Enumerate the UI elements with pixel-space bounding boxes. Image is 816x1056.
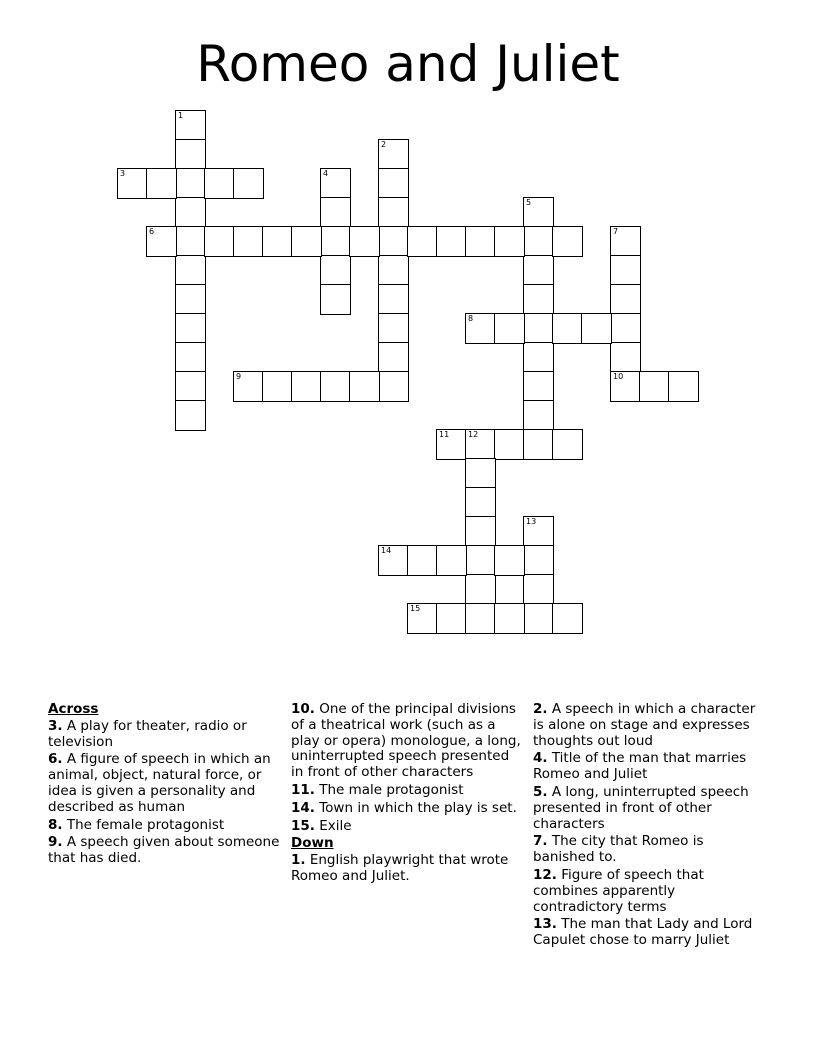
grid-cell[interactable] [610,284,641,315]
grid-cell[interactable] [610,342,641,373]
grid-cell[interactable] [523,603,554,634]
grid-cell[interactable] [639,371,670,402]
clue-across-9: 9. A speech given about someone that has died. [48,834,280,867]
grid-cell[interactable] [378,545,409,576]
grid-cell[interactable] [523,574,554,605]
grid-cell[interactable] [262,226,293,257]
grid-cell[interactable] [552,313,583,344]
grid-cell[interactable] [175,139,206,170]
puzzle-title: Romeo and Juliet [196,35,620,93]
grid-cell[interactable] [320,197,351,228]
grid-cell[interactable] [378,313,409,344]
grid-cell[interactable] [378,342,409,373]
grid-cell[interactable] [175,400,206,431]
grid-cell[interactable] [465,313,496,344]
cell-number: 8 [468,314,474,323]
cell-number: 13 [526,517,537,526]
grid-cell[interactable] [378,255,409,286]
clue-column-2 [291,702,523,887]
grid-cell[interactable] [523,255,554,286]
grid-cell[interactable] [320,168,351,199]
grid-cell[interactable] [552,226,583,257]
grid-cell[interactable] [523,516,554,547]
grid-cell[interactable] [378,139,409,170]
grid-cell[interactable] [117,168,148,199]
grid-cell[interactable] [610,255,641,286]
cell-number: 1 [178,111,184,120]
cell-number: 10 [613,372,624,381]
grid-cell[interactable] [436,226,467,257]
clue-across-6: 6. A figure of speech in which an animal, object, natural force, or idea is given a personality and described as human [48,751,271,815]
grid-cell[interactable] [523,342,554,373]
grid-cell[interactable] [146,226,177,257]
clue-down-1: 1. English playwright that wrote Romeo and Juliet. [291,852,509,884]
grid-cell[interactable] [320,371,351,402]
grid-cell[interactable] [610,226,641,257]
grid-cell[interactable] [175,255,206,286]
cell-number: 4 [323,169,329,178]
down-heading: Down [291,835,334,852]
grid-cell[interactable] [175,226,206,257]
grid-cell[interactable] [175,168,206,199]
grid-cell[interactable] [494,429,525,460]
grid-cell[interactable] [494,545,525,576]
grid-cell[interactable] [465,429,496,460]
grid-cell[interactable] [552,603,583,634]
grid-cell[interactable] [204,168,235,199]
grid-cell[interactable] [465,545,496,576]
cell-number: 12 [468,430,479,439]
grid-cell[interactable] [407,603,438,634]
grid-cell[interactable] [436,603,467,634]
clue-across-15: 15. Exile [291,817,352,834]
grid-cell[interactable] [668,371,699,402]
across-heading: Across [48,701,99,717]
grid-cell[interactable] [465,226,496,257]
grid-cell[interactable] [407,545,438,576]
grid-cell[interactable] [494,313,525,344]
cell-number: 5 [526,198,532,207]
grid-cell[interactable] [581,313,612,344]
clue-down-2: 2. A speech in which a character is alone on stage and expresses thoughts out loud [533,701,756,749]
grid-cell[interactable] [523,429,554,460]
grid-cell[interactable] [175,342,206,373]
grid-cell[interactable] [146,168,177,199]
clue-down-5: 5. A long, uninterrupted speech presented in front of other characters [533,783,749,832]
grid-cell[interactable] [523,545,554,576]
grid-cell[interactable] [436,545,467,576]
grid-cell[interactable] [233,226,264,257]
grid-cell[interactable] [204,226,235,257]
clue-column-1 [48,702,280,869]
grid-cell[interactable] [465,458,496,489]
clue-column-3 [533,702,765,951]
grid-cell[interactable] [523,400,554,431]
grid-cell[interactable] [378,197,409,228]
grid-cell[interactable] [494,226,525,257]
grid-cell[interactable] [610,313,641,344]
grid-cell[interactable] [378,168,409,199]
grid-cell[interactable] [494,603,525,634]
clue-across-8: 8. The female protagonist [48,816,225,833]
cell-number: 3 [120,169,126,178]
grid-cell[interactable] [320,226,351,257]
cell-number: 9 [236,372,242,381]
grid-cell[interactable] [465,487,496,518]
clue-down-7: 7. The city that Romeo is banished to. [533,833,704,866]
grid-cell[interactable] [291,226,322,257]
grid-cell[interactable] [320,284,351,315]
grid-cell[interactable] [175,110,206,141]
cell-number: 14 [381,546,392,555]
cell-number: 6 [149,227,155,236]
grid-cell[interactable] [407,226,438,257]
grid-cell[interactable] [523,226,554,257]
grid-cell[interactable] [175,313,206,344]
clue-down-12: 12. Figure of speech that combines apparently contradictory terms [533,866,704,915]
clue-across-14: 14. Town in which the play is set. [291,799,517,816]
grid-cell[interactable] [320,255,351,286]
grid-cell[interactable] [349,371,380,402]
grid-cell[interactable] [262,371,293,402]
grid-cell[interactable] [175,371,206,402]
grid-cell[interactable] [523,197,554,228]
clue-down-13: 13. The man that Lady and Lord Capulet chose to marry Juliet [533,916,753,949]
grid-cell[interactable] [233,168,264,199]
cell-number: 2 [381,140,387,149]
grid-cell[interactable] [523,313,554,344]
grid-cell[interactable] [523,371,554,402]
grid-cell[interactable] [465,516,496,547]
grid-cell[interactable] [378,284,409,315]
grid-cell[interactable] [378,371,409,402]
grid-cell[interactable] [465,574,496,605]
grid-cell[interactable] [378,226,409,257]
clue-down-4: 4. Title of the man that marries Romeo and Juliet [533,750,747,783]
grid-cell[interactable] [523,284,554,315]
cell-number: 11 [439,430,450,439]
grid-cell[interactable] [291,371,322,402]
clue-across-10: 10. One of the principal divisions of a theatrical work (such as a play or opera) monologue, a long, uninterrupted speech presented in front of other characters [291,701,521,781]
grid-cell[interactable] [552,429,583,460]
cell-number: 15 [410,604,421,613]
grid-cell[interactable] [349,226,380,257]
grid-cell[interactable] [175,197,206,228]
grid-cell[interactable] [436,429,467,460]
grid-cell[interactable] [175,284,206,315]
grid-cell[interactable] [233,371,264,402]
grid-cell[interactable] [465,603,496,634]
grid-cell[interactable] [610,371,641,402]
clue-across-3: 3. A play for theater, radio or television [48,717,247,750]
clue-across-11: 11. The male protagonist [291,781,464,798]
cell-number: 7 [613,227,619,236]
